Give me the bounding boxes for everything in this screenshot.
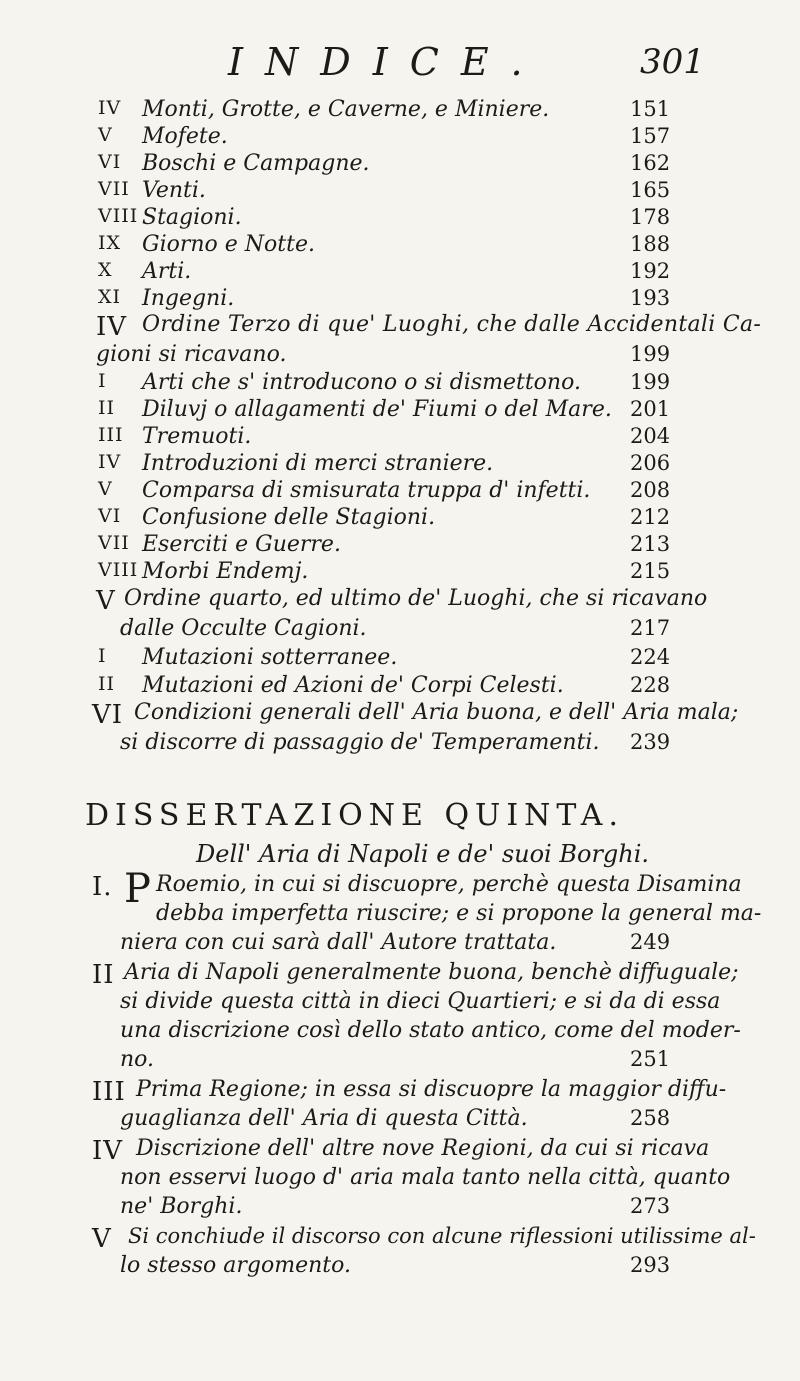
entry-page: 213 (630, 532, 671, 556)
item-number: II (92, 960, 115, 990)
section-title: Condizioni generali dell' Aria buona, e dell' Aria mala; (134, 700, 739, 725)
item-page: 293 (630, 1253, 671, 1277)
entry-number: I (98, 370, 107, 392)
entry-number: V (98, 478, 113, 500)
section-title-cont: dalle Occulte Cagioni. (120, 616, 367, 641)
item-line: non esservi luogo d' aria mala tanto nella città, quanto (120, 1165, 731, 1190)
entry-page: 188 (630, 232, 671, 256)
entry-number: X (98, 259, 113, 281)
item-line: Si conchiude il discorso con alcune riflessioni utilissime al- (128, 1224, 756, 1248)
entry-text: Diluvj o allagamenti de' Fiumi o del Mare. (142, 397, 612, 422)
item-line: ne' Borghi. (120, 1194, 243, 1219)
entry-text: Arti che s' introducono o si dismettono. (142, 370, 581, 395)
item-number: V (92, 1224, 112, 1254)
entry-text: Giorno e Notte. (142, 232, 315, 257)
entry-text: Monti, Grotte, e Caverne, e Miniere. (142, 97, 550, 122)
entry-text: Ingegni. (142, 286, 235, 311)
entry-page: 199 (630, 370, 671, 394)
entry-text: Morbi Endemj. (142, 559, 309, 584)
entry-page: 178 (630, 205, 671, 229)
entry-page: 204 (630, 424, 671, 448)
entry-text: Tremuoti. (142, 424, 252, 449)
item-number: I. (92, 872, 113, 902)
item-line: una discrizione così dello stato antico, come del moder- (120, 1018, 741, 1043)
entry-page: 224 (630, 645, 671, 669)
entry-text: Venti. (142, 178, 206, 203)
drop-cap: P (124, 866, 151, 912)
entry-page: 151 (630, 97, 671, 121)
entry-number: VIII (98, 559, 139, 581)
entry-number: II (98, 397, 116, 419)
entry-number: II (98, 673, 116, 695)
entry-number: V (98, 124, 113, 146)
entry-number: IX (98, 232, 122, 254)
item-line: Prima Regione; in essa si discuopre la maggior diffu- (136, 1077, 727, 1102)
item-line: no. (120, 1047, 155, 1072)
item-line: Discrizione dell' altre nove Regioni, da cui si ricava (136, 1136, 710, 1161)
item-line: debba imperfetta riuscire; e si propone la general ma- (156, 901, 762, 926)
section-title-cont: gioni si ricavano. (96, 342, 287, 367)
page-number: 301 (640, 42, 705, 82)
section-title-cont: si discorre di passaggio de' Temperamenti. (120, 730, 600, 755)
section-title: Ordine Terzo di que' Luoghi, che dalle Accidentali Ca- (142, 312, 762, 337)
item-page: 273 (630, 1194, 671, 1218)
entry-number: VII (98, 178, 130, 200)
entry-page: 193 (630, 286, 671, 310)
entry-number: IV (98, 451, 122, 473)
page-header (0, 40, 800, 90)
entry-text: Introduzioni di merci straniere. (142, 451, 494, 476)
entry-text: Stagioni. (142, 205, 242, 230)
entry-page: 228 (630, 673, 671, 697)
section-number: VI (92, 700, 124, 730)
item-line: Roemio, in cui si discuopre, perchè questa Disamina (156, 872, 742, 897)
entry-page: 201 (630, 397, 671, 421)
item-page: 249 (630, 930, 671, 954)
entry-text: Mofete. (142, 124, 228, 149)
entry-page: 165 (630, 178, 671, 202)
section-title: Ordine quarto, ed ultimo de' Luoghi, che si ricavano (124, 586, 708, 611)
entry-text: Mutazioni ed Azioni de' Corpi Celesti. (142, 673, 564, 698)
dissertation-heading: DISSERTAZIONE QUINTA. (85, 798, 624, 833)
entry-number: VI (98, 505, 122, 527)
section-number: IV (96, 312, 128, 342)
section-page: 199 (630, 342, 671, 366)
entry-page: 215 (630, 559, 671, 583)
dissertation-subtitle: Dell' Aria di Napoli e de' suoi Borghi. (196, 840, 650, 868)
item-number: IV (92, 1136, 124, 1166)
section-page: 217 (630, 616, 671, 640)
entry-number: I (98, 645, 107, 667)
section-page: 239 (630, 730, 671, 754)
item-line: guaglianza dell' Aria di questa Città. (120, 1106, 528, 1131)
entry-text: Arti. (142, 259, 192, 284)
item-line: si divide questa città in dieci Quartieri; e si da di essa (120, 989, 721, 1014)
entry-page: 162 (630, 151, 671, 175)
entry-number: VIII (98, 205, 139, 227)
entry-number: III (98, 424, 124, 446)
entry-number: IV (98, 97, 122, 119)
entry-page: 208 (630, 478, 671, 502)
entry-number: VI (98, 151, 122, 173)
entry-page: 192 (630, 259, 671, 283)
entry-page: 206 (630, 451, 671, 475)
entry-text: Eserciti e Guerre. (142, 532, 341, 557)
item-line: lo stesso argomento. (120, 1253, 351, 1278)
item-line: niera con cui sarà dall' Autore trattata. (120, 930, 557, 955)
page-title: INDICE. (228, 40, 545, 84)
item-page: 251 (630, 1047, 671, 1071)
entry-text: Confusione delle Stagioni. (142, 505, 436, 530)
item-page: 258 (630, 1106, 671, 1130)
item-line: Aria di Napoli generalmente buona, benchè diffuguale; (124, 960, 739, 985)
entry-page: 157 (630, 124, 671, 148)
entry-number: XI (98, 286, 122, 308)
entry-text: Mutazioni sotterranee. (142, 645, 398, 670)
entry-text: Boschi e Campagne. (142, 151, 370, 176)
section-number: V (96, 586, 116, 616)
entry-number: VII (98, 532, 130, 554)
item-number: III (92, 1077, 126, 1107)
entry-text: Comparsa di smisurata truppa d' infetti. (142, 478, 591, 503)
entry-page: 212 (630, 505, 671, 529)
